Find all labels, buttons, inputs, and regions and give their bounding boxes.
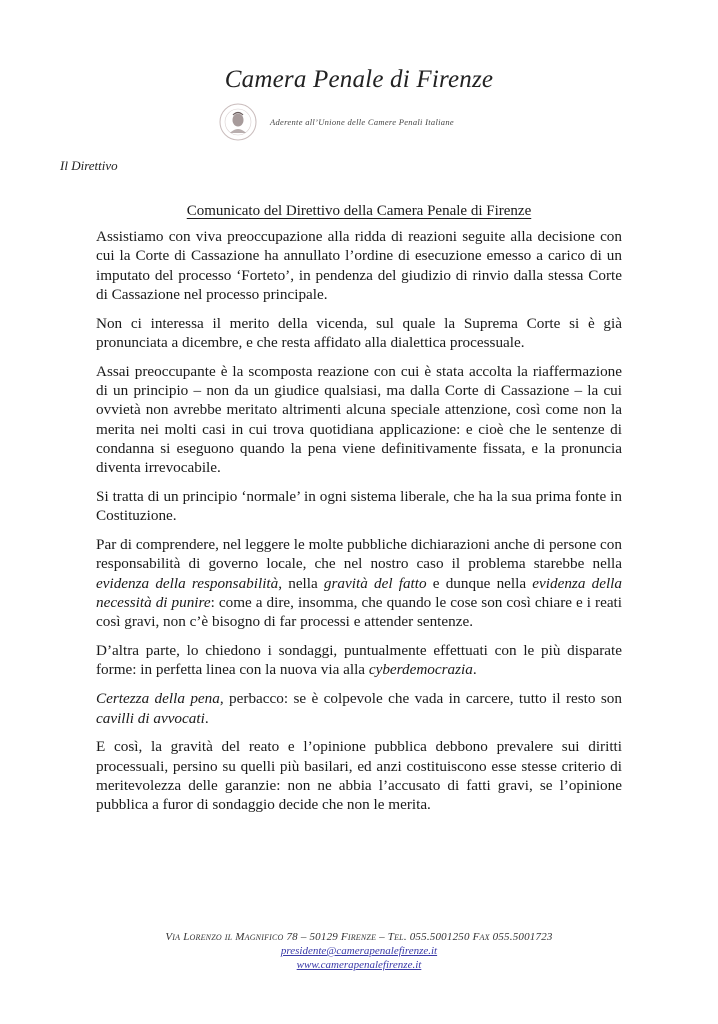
paragraph-text: . [204, 709, 209, 727]
letterhead-tagline: Aderente all’Unione delle Camere Penali Italiane [270, 117, 454, 127]
communique-heading: Comunicato del Direttivo della Camera Penale di Firenze [186, 203, 532, 219]
paragraph-text: Non ci interessa il merito della vicenda, sul quale la Suprema Corte si è già pronunciata a dicembre, e che resta affidato alla dialettica processuale. [96, 314, 622, 351]
emphasis-text: Certezza della pena [96, 690, 220, 708]
paragraph-text: . [472, 661, 477, 679]
body-paragraph [96, 737, 622, 814]
footer-website-link[interactable]: www.camerapenalefirenze.it [296, 959, 422, 971]
body-paragraph [96, 227, 622, 304]
emphasis-text: cyberdemocrazia [368, 661, 473, 679]
paragraph-text: Si tratta di un principio ‘normale’ in ogni sistema liberale, che ha la sua prima fonte in Costituzione. [96, 488, 622, 525]
organization-title: Camera Penale di Firenze [224, 66, 494, 93]
paragraph-text: , perbacco: se è colpevole che vada in carcere, tutto il resto son [219, 690, 622, 708]
emphasis-text: gravità del fatto [323, 574, 427, 592]
body-paragraph [96, 314, 622, 353]
footer-email-link[interactable]: presidente@camerapenalefirenze.it [280, 945, 438, 957]
emphasis-text: evidenza della responsabilità [96, 574, 279, 592]
paragraph-text: E così, la gravità del reato e l’opinione pubblica debbono prevalere sui diritti processuali, persino su quelli più basilari, ed anzi costituiscono esse stesse criterio di meritevolezza delle garanzie: non ne abbia l’accusato di fatti gravi, se l’opinione pubblica a furor di sondaggio decide che non le merita. [96, 738, 622, 814]
paragraph-text: , nella [278, 574, 324, 592]
paragraph-text: Assistiamo con viva preoccupazione alla ridda di reazioni seguite alla decisione con cui la Corte di Cassazione ha annullato l’ordine di esecuzione emesso a carico di un imputato del processo ‘Forteto’, in pendenza del giudizio di rinvio dalla stessa Corte di Cassazione nel processo principale. [96, 228, 622, 303]
letterhead-logo-row [218, 100, 454, 144]
body-paragraph [96, 535, 622, 631]
body-paragraph [96, 362, 622, 478]
paragraph-text: e dunque nella [426, 574, 533, 592]
body-paragraph [96, 689, 622, 728]
seal-icon [218, 102, 258, 142]
emphasis-text: evidenza della necessità di punire [96, 574, 622, 612]
paragraph-text: D’altra parte, lo chiedono i sondaggi, puntualmente effettuati con le più disparate forme: in perfetta linea con la nuova via alla [96, 642, 622, 679]
paragraph-text: : come a dire, insomma, che quando le cose son così chiare e i reati così gravi, non c’è bisogno di far processi e attender sentenze. [96, 594, 622, 631]
footer-address: Via Lorenzo il Magnifico 78 – 50129 Firenze – Tel. 055.5001250 Fax 055.5001723 [165, 931, 553, 943]
communique-body [96, 227, 622, 824]
footer [0, 930, 718, 972]
paragraph-text: Par di comprendere, nel leggere le molte pubbliche dichiarazioni anche di persone con responsabilità di governo locale, che nel nostro caso il problema starebbe nella [96, 536, 622, 573]
paragraph-text: Assai preoccupante è la scomposta reazione con cui è stata accolta la riaffermazione di un principio – non da un giudice qualsiasi, ma dalla Corte di Cassazione – la cui ovvietà non avrebbe meritato altrimenti alcuna speciale attenzione, così come non la merita nei molti casi in cui trova quotidiana applicazione: e cioè che le sentenze di condanna si eseguono quando la pena viene definitivamente fissata, e la pronuncia diventa irrevocabile. [96, 362, 622, 477]
body-paragraph [96, 487, 622, 526]
body-paragraph [96, 641, 622, 680]
signatory-label: Il Direttivo [60, 158, 118, 173]
emphasis-text: cavilli di avvocati [96, 709, 205, 727]
